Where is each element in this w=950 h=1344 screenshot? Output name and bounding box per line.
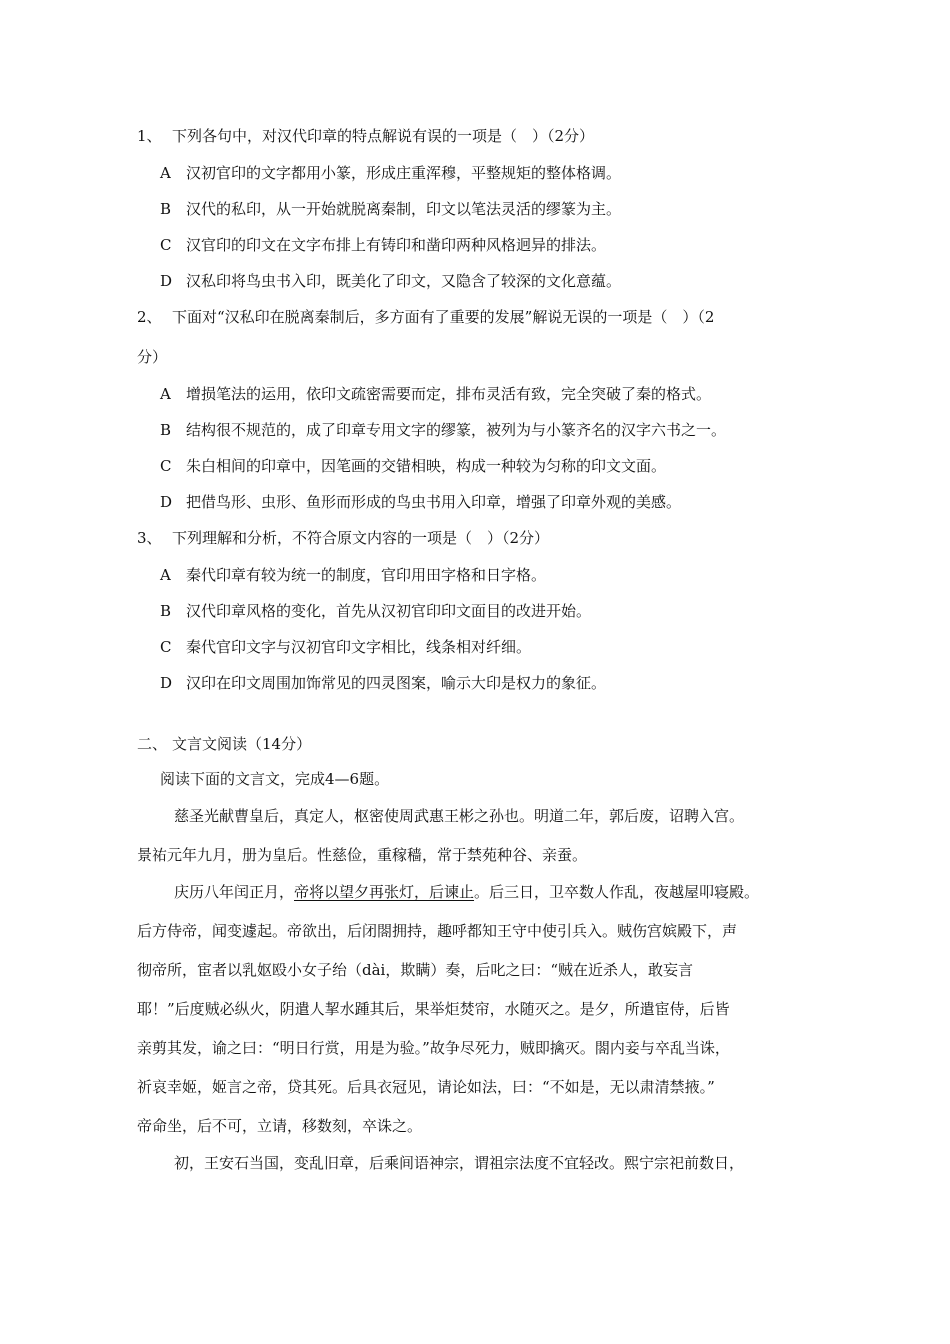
question-number: 2、 [137,308,162,326]
option-text: 结构很不规范的，成了印章专用文字的缪篆，被列为与小篆齐名的汉字六书之一。 [186,421,727,439]
section-number: 二、 [137,735,168,753]
option-text: 增损笔法的运用，依印文疏密需要而定，排布灵活有致，完全突破了秦的格式。 [186,385,712,403]
option-b [160,420,726,440]
passage-text: 。后三日，卫卒数人作乱，夜越屋叩寝殿。 [474,883,760,901]
question-number: 3、 [137,529,162,547]
option-letter: B [160,421,172,439]
option-letter: A [160,566,171,584]
option-text: 朱白相间的印章中，因笔画的交错相映，构成一种较为匀称的印文文面。 [186,457,667,475]
option-c [160,456,666,476]
passage-line: 彻帝所，宦者以乳妪殴小女子绐（dài，欺瞒）奏，后叱之曰：“贼在近杀人，敢妄言 [137,961,694,979]
option-a [160,565,546,585]
section-heading [137,734,311,754]
question-number: 1、 [137,127,162,145]
option-a [160,384,711,404]
option-letter: A [160,385,171,403]
option-letter: B [160,602,172,620]
option-d [160,673,606,693]
option-text: 把借鸟形、虫形、鱼形而形成的鸟虫书用入印章，增强了印章外观的美感。 [186,493,682,511]
question-1 [137,126,594,146]
option-text: 秦代官印文字与汉初官印文字相比，线条相对纤细。 [186,638,532,656]
option-text: 秦代印章有较为统一的制度，官印用田字格和日字格。 [186,566,547,584]
passage-text: 庆历八年闰正月， [174,883,295,901]
passage-line: 景祐元年九月，册为皇后。性慈俭，重稼穑，常于禁苑种谷、亲蚕。 [137,846,588,864]
question-2-continued: 分） [137,348,168,366]
option-text: 汉印在印文周围加饰常见的四灵图案，喻示大印是权力的象征。 [186,674,607,692]
passage-line: 初，王安石当国，变乱旧章，后乘间语神宗，谓祖宗法度不宜轻改。熙宁宗祀前数日， [174,1154,745,1172]
passage-line: 亲剪其发，谕之曰：“明日行赏，用是为验。”故争尽死力，贼即擒灭。閤内妾与卒乱当诛， [137,1039,730,1057]
option-letter: D [160,493,173,511]
option-letter: B [160,200,172,218]
option-c [160,235,606,255]
question-2 [137,307,714,327]
option-text: 汉代印章风格的变化，首先从汉初官印印文面目的改进开始。 [186,602,592,620]
option-b [160,199,621,219]
option-d [160,492,681,512]
option-letter: D [160,272,173,290]
option-b [160,601,591,621]
option-letter: C [160,638,172,656]
passage-line: 后方侍帝，闻变遽起。帝欲出，后闭閤拥持，趣呼都知王守中使引兵入。贼伤宫嫔殿下，声 [137,922,738,940]
question-stem: 下列理解和分析，不符合原文内容的一项是（ ）（2分） [172,529,550,547]
passage-line [174,882,759,902]
section-title: 文言文阅读（14分） [172,735,312,753]
option-text: 汉初官印的文字都用小篆，形成庄重浑穆，平整规矩的整体格调。 [186,164,622,182]
instruction: 阅读下面的文言文，完成4—6题。 [160,770,390,788]
option-text: 汉私印将鸟虫书入印，既美化了印文，又隐含了较深的文化意蕴。 [186,272,622,290]
question-stem: 下面对“汉私印在脱离秦制后，多方面有了重要的发展”解说无误的一项是（ ）（2 [172,308,715,326]
passage-line: 祈哀幸姬，姬言之帝，贷其死。后具衣冠见，请论如法，曰：“不如是，无以肃清禁掖。” [137,1078,715,1096]
option-letter: C [160,457,172,475]
option-text: 汉代的私印，从一开始就脱离秦制，印文以笔法灵活的缪篆为主。 [186,200,622,218]
passage-line: 慈圣光献曹皇后，真定人，枢密使周武惠王彬之孙也。明道二年，郭后废，诏聘入宫。 [174,807,745,825]
option-text: 汉官印的印文在文字布排上有铸印和凿印两种风格迥异的排法。 [186,236,607,254]
underlined-sentence: 帝将以望夕再张灯，后谏止 [294,883,475,901]
passage-line: 耶！”后度贼必纵火，阴遣人挈水踵其后，果举炬焚帘，水随灭之。是夕，所遣宦侍，后皆 [137,1000,730,1018]
question-stem: 下列各句中，对汉代印章的特点解说有误的一项是（ ）（2分） [172,127,595,145]
option-letter: A [160,164,171,182]
passage-line: 帝命坐，后不可，立请，移数刻，卒诛之。 [137,1117,423,1135]
option-letter: C [160,236,172,254]
option-a [160,163,621,183]
option-d [160,271,621,291]
option-letter: D [160,674,173,692]
option-c [160,637,531,657]
question-3 [137,528,549,548]
